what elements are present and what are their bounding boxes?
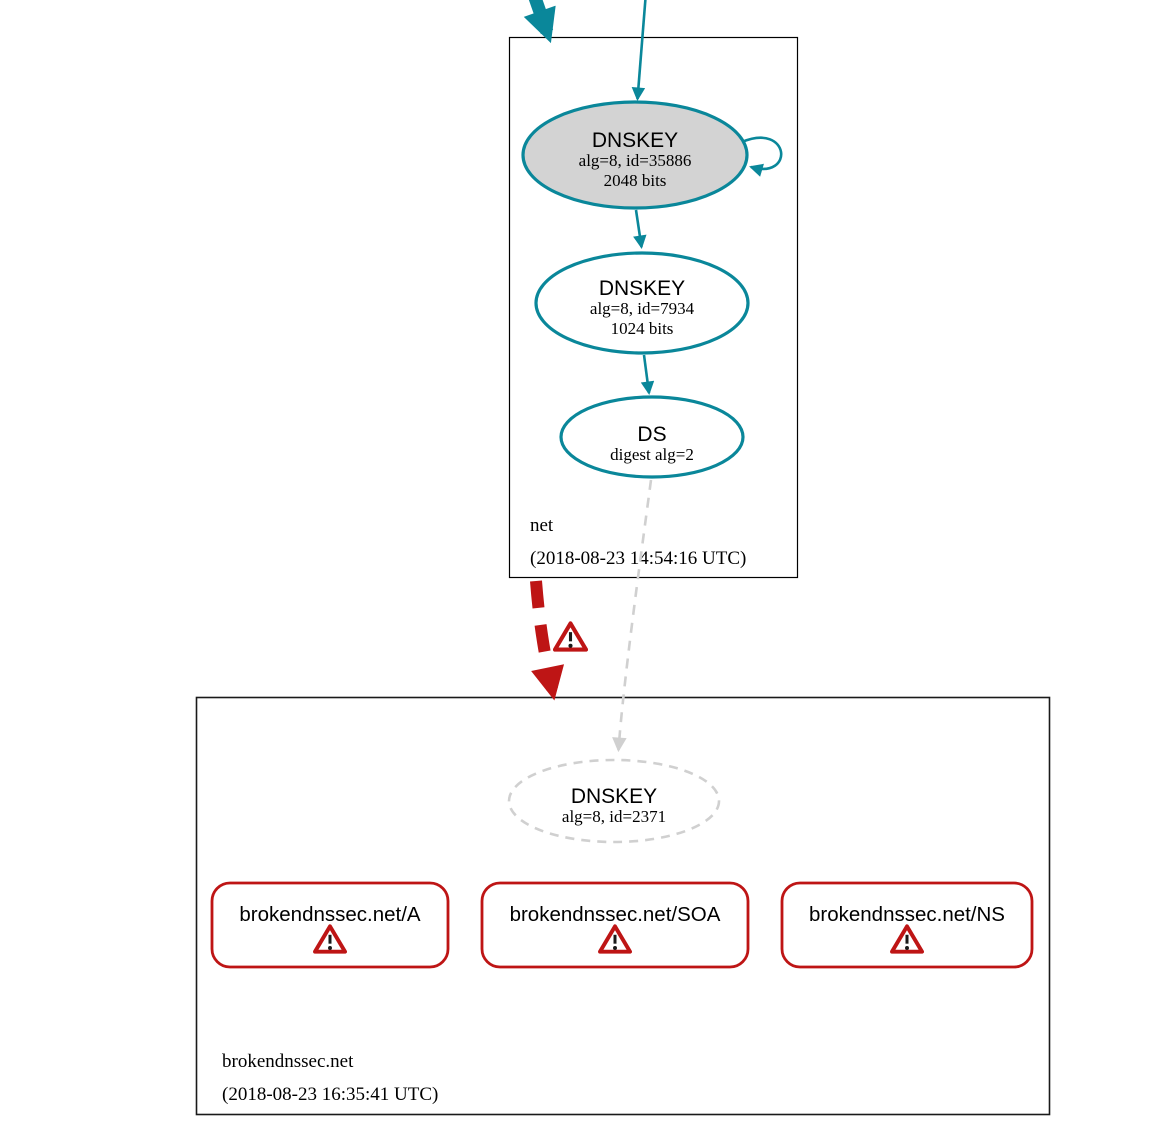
zone-brokendnssec-timestamp: (2018-08-23 16:35:41 UTC) (222, 1084, 439, 1105)
broken-dnskey-alg: alg=8, id=2371 (561, 807, 667, 826)
incoming-dnskey-signing-arrow (638, 0, 647, 99)
net-zsk-bits: 1024 bits (610, 319, 674, 338)
zsk-signs-ds-arrow (644, 355, 649, 393)
net-ksk-title: DNSKEY (591, 129, 679, 152)
broken-dnskey-title: DNSKEY (570, 785, 658, 808)
net-zsk-title: DNSKEY (598, 277, 686, 300)
net-ds-title: DS (637, 423, 667, 446)
net-ksk-alg: alg=8, id=35886 (578, 151, 692, 170)
zone-brokendnssec-label: brokendnssec.net (222, 1051, 354, 1072)
ksk-signs-zsk-arrow (636, 210, 642, 247)
warning-triangle-icon (555, 623, 586, 649)
rrset-a-label: brokendnssec.net/A (239, 903, 421, 926)
rrset-ns-label: brokendnssec.net/NS (808, 903, 1006, 926)
incoming-secure-delegation-arrow (527, 0, 547, 32)
net-ksk-bits: 2048 bits (603, 171, 667, 190)
net-zsk-alg: alg=8, id=7934 (589, 299, 695, 318)
zone-net-timestamp: (2018-08-23 14:54:16 UTC) (530, 548, 747, 569)
ds-to-child-dnskey-dashed-arrow (619, 480, 652, 750)
bogus-delegation-arrow (536, 581, 552, 689)
zone-net-label: net (530, 515, 554, 536)
net-ds-digest: digest alg=2 (610, 445, 694, 464)
rrset-soa-label: brokendnssec.net/SOA (509, 903, 721, 926)
